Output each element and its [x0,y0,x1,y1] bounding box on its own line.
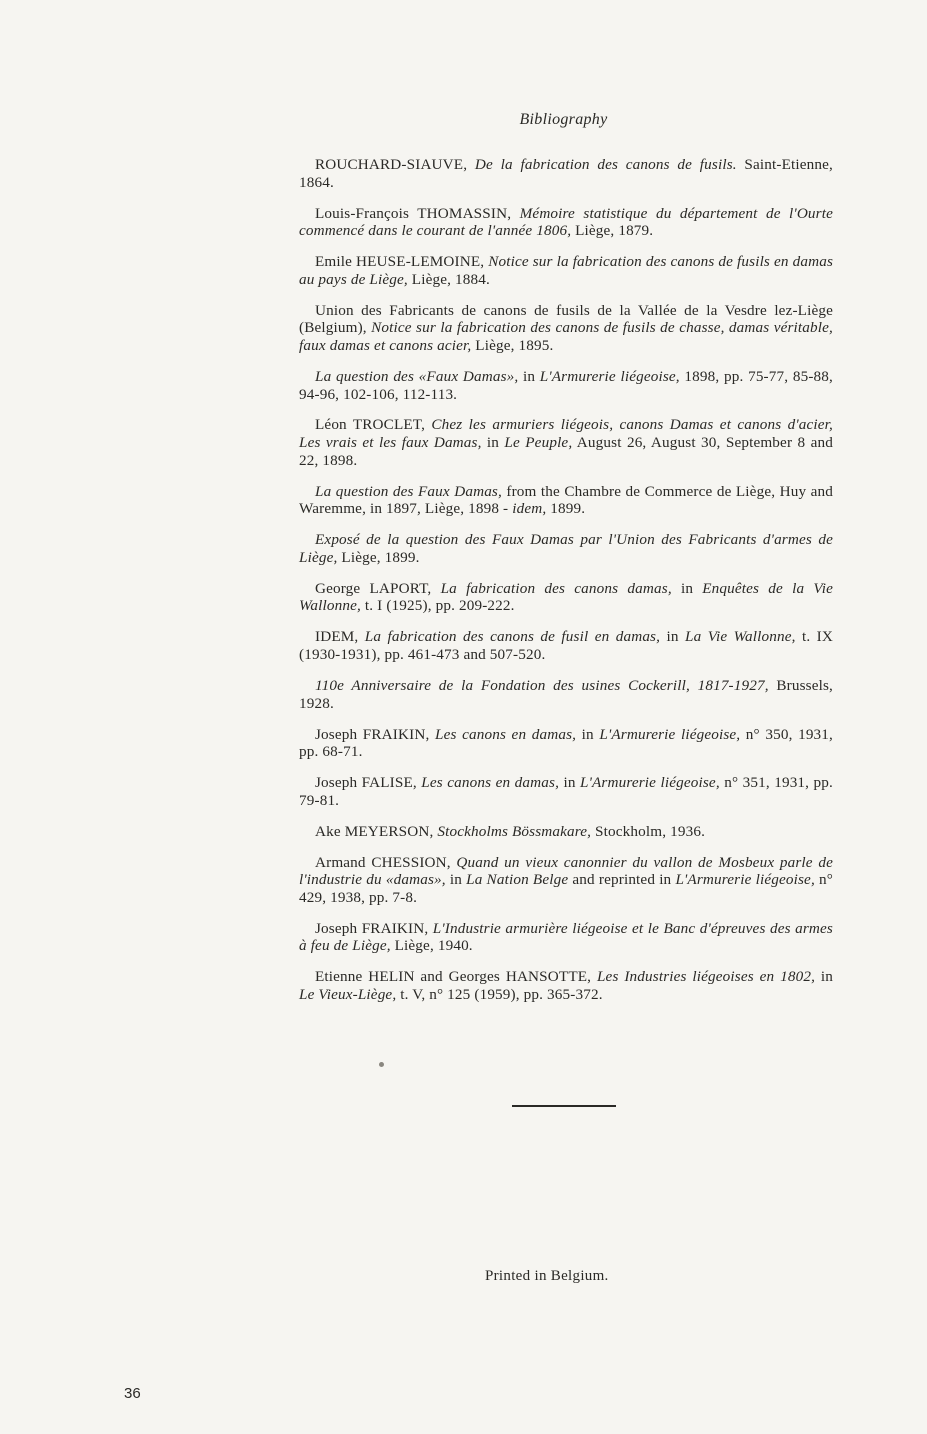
entry-text: Louis-François THOMASSIN, [315,204,520,222]
entry-title-text: La fabrication des canons damas, [440,579,672,597]
entry-text: Emile HEUSE-LEMOINE, [315,253,489,271]
entry-title-text: Les canons en damas, [434,725,577,743]
entry-text: in [671,579,703,597]
entry-text: Liège, 1940. [390,937,473,955]
entry-title-text: La question des Faux Damas, [315,482,502,500]
entry-title-text: La fabrication des canons de fusil en damas, [364,628,661,646]
entry-title-text: Notice sur la fabrication des canons de fusils en damas au pays de Liège, [299,253,834,288]
entry-text: n° 429, 1938, pp. 7-8. [299,871,834,906]
entry-title-text: Mémoire statistique du département de l'Ourte commencé dans le courant de l'année 1806, [299,204,833,240]
bibliography-entry [299,677,833,712]
entry-text: Liège, 1899. [337,548,420,566]
entry-text: in [481,434,505,452]
bibliography-entry [299,823,833,841]
bibliography-entry [299,854,833,907]
bibliography-entry [299,416,833,469]
bibliography-entry [299,205,833,240]
printed-note: Printed in Belgium. [485,1268,609,1284]
entry-text: t. IX (1930-1931), pp. 461-473 and 507-520. [299,628,833,663]
entry-title-text: Stockholms Bössmakare, [437,822,592,840]
entry-title-text: De la fabrication des canons de fusils. [474,156,737,173]
bibliography-entry [299,253,833,288]
entry-title-text: Exposé de la question des Faux Damas par l'Union des Fabricants d'armes de Liège, [299,531,833,566]
entry-text: and reprinted in [568,871,676,889]
entry-text: ROUCHARD-SIAUVE, [315,156,475,173]
entry-title-text: Notice sur la fabrication des canons de fusils de chasse, damas véritable, faux damas et canons acier, [299,319,833,354]
entry-title-text: L'Armurerie liégeoise, [599,725,741,743]
entry-text: in [445,871,467,889]
entry-title-text: L'Armurerie liégeoise, [539,367,680,385]
entry-text: in [518,367,540,385]
page-heading [0,111,927,129]
entry-text: Armand CHESSION, [315,853,457,871]
entry-text: Liège, 1895. [471,336,554,354]
entry-title-text: idem, [512,500,547,518]
entry-text: Joseph FRAIKIN, [315,725,435,743]
entry-title-text: La Vie Wallonne, [684,628,796,646]
entry-text: August 26, August 30, September 8 and 22, 1898. [299,434,833,469]
bibliography-entry [299,156,833,191]
bibliography-entry [299,628,833,663]
entry-text: 1899. [546,500,586,518]
entry-text: in [815,968,833,986]
entry-text: Brussels, 1928. [299,676,833,712]
entry-title-text: Les canons en damas, [421,774,560,792]
entry-title-text: Le Vieux-Liège, [299,986,397,1004]
bibliography-entry [299,968,833,1003]
entry-title-text: 110e Anniversaire de la Fondation des usines Cockerill, 1817-1927, [315,676,769,694]
entry-title-text: La question des «Faux Damas», [315,367,519,385]
entry-text: Léon TROCLET, [315,416,432,434]
entry-text: Ake MEYERSON, [315,822,438,840]
entry-text: Joseph FRAIKIN, [315,919,433,937]
bibliography-entry [299,774,833,809]
entry-title-text: Enquêtes de la Vie Wallonne, [299,579,833,615]
entry-text: George LAPORT, [315,579,441,597]
bibliography-entry [299,483,833,518]
entry-text: Saint-Etienne, 1864. [299,156,833,191]
entry-text: t. I (1925), pp. 209-222. [360,597,515,615]
end-rule [512,1105,616,1107]
bibliography-entry [299,302,833,355]
entry-text: Stockholm, 1936. [591,822,706,840]
entry-text: 1898, pp. 75-77, 85-88, 94-96, 102-106, 112-113. [299,367,833,403]
entry-title-text: Chez les armuriers liégeois, canons Damas et canons d'acier, Les vrais et les faux Damas, [299,416,833,452]
entry-title-text: Les Industries liégeoises en 1802, [596,968,816,986]
bibliography-entry [299,726,833,761]
entry-title-text: L'Armurerie liégeoise, [580,774,720,792]
entry-text: Joseph FALISE, [315,774,422,792]
entry-title-text: Le Peuple, [504,434,573,452]
entry-text: in [559,774,581,792]
entry-text: Liège, 1884. [407,270,490,288]
bibliography-entry [299,531,833,566]
bibliography-list [299,156,833,1017]
bibliography-entry [299,368,833,403]
bibliography-entry [299,580,833,615]
heading-text: Bibliography [519,111,608,128]
entry-text: t. V, n° 125 (1959), pp. 365-372. [396,986,603,1004]
entry-text: n° 350, 1931, pp. 68-71. [299,725,833,761]
entry-text: IDEM, [315,628,365,646]
entry-title-text: La Nation Belge [466,871,569,889]
entry-text: from the Chambre de Commerce de Liège, Huy and Waremme, in 1897, Liège, 1898 - [299,482,833,518]
entry-text: Union des Fabricants de canons de fusils de la Vallée de la Vesdre lez-Liège (Belgium), [299,301,833,337]
print-speck [379,1062,384,1067]
entry-title-text: L'Armurerie liégeoise, [675,871,815,889]
entry-text: Etienne HELIN and Georges HANSOTTE, [315,968,597,986]
entry-text: Liège, 1879. [571,222,654,240]
page-number: 36 [124,1385,141,1402]
entry-title-text: Quand un vieux canonnier du vallon de Mosbeux parle de l'industrie du «damas», [299,853,833,889]
entry-text: in [660,628,685,646]
entry-text: in [576,725,600,743]
entry-text: n° 351, 1931, pp. 79-81. [299,774,833,809]
entry-title-text: L'Industrie armurière liégeoise et le Banc d'épreuves des armes à feu de Liège, [299,919,833,955]
bibliography-entry [299,920,833,955]
